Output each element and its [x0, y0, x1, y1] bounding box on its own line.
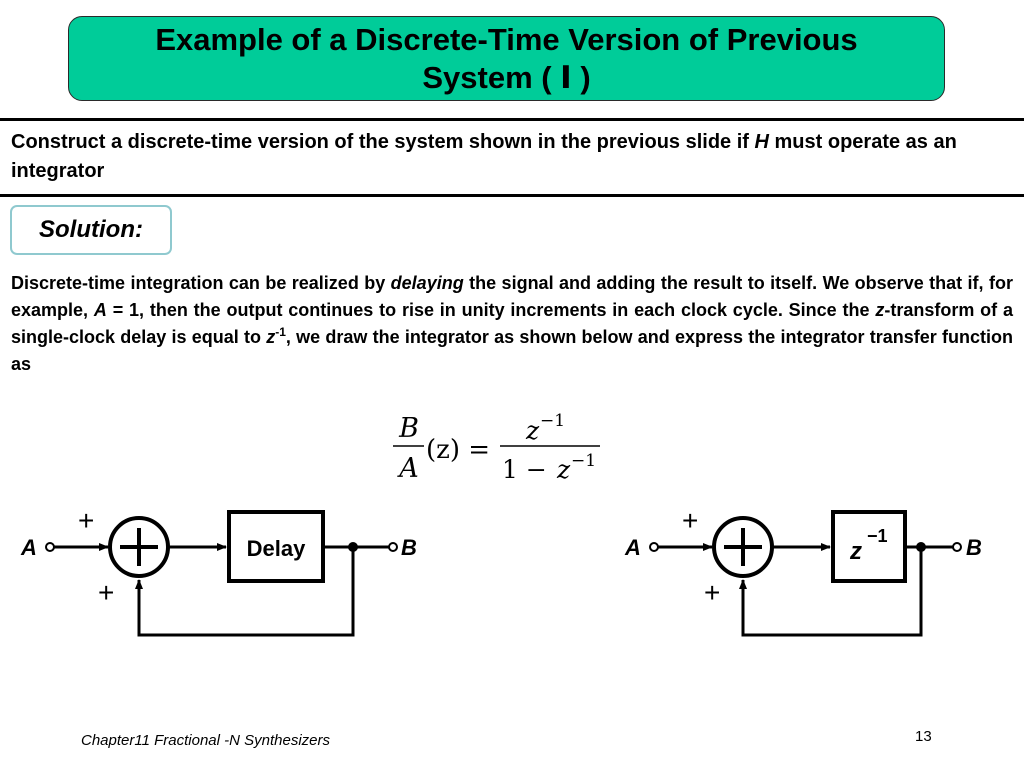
para-text-4: -transform of a single-clock delay is equal to [11, 300, 1013, 347]
output-label: B [966, 535, 982, 560]
integrator-diagram-delay [12, 500, 432, 645]
delay-block-label: Delay [246, 536, 306, 561]
solution-label-box [10, 205, 172, 255]
task-text-2: must operate as an integrator [11, 131, 957, 182]
input-label: A [625, 535, 641, 560]
para-text-1: Discrete-time integration can be realized by [11, 273, 391, 293]
solution-paragraph [11, 270, 1013, 378]
z-inverse-exponent: −1 [867, 526, 888, 546]
output-label: B [401, 535, 417, 560]
input-terminal [46, 543, 54, 551]
para-text-3: = 1, then the output continues to rise in unity increments in each clock cycle. Since the [106, 300, 876, 320]
para-var-a: A [93, 300, 107, 320]
z-inverse-base: z [850, 538, 862, 565]
output-terminal [953, 543, 961, 551]
integrator-diagram-z-inverse [616, 500, 1024, 645]
plus-sign-top: + [682, 505, 699, 536]
task-text-1: Construct a discrete-time version of the system shown in the previous slide if [11, 131, 755, 153]
bottom-divider [0, 194, 1024, 197]
transfer-function-equation [388, 410, 618, 490]
task-statement [11, 128, 1016, 186]
eq-rhs-numerator-base: z [526, 416, 540, 445]
eq-lhs-numerator: B [399, 413, 419, 444]
input-label: A [21, 535, 37, 560]
z-inverse-block [833, 512, 905, 581]
slide-title: Example of a Discrete-Time Version of Previous System ( Ⅰ ) [155, 21, 858, 95]
eq-rhs-numerator-exp: −1 [540, 411, 566, 431]
para-superscript: -1 [275, 325, 286, 339]
solution-label: Solution: [39, 216, 143, 243]
para-emphasis-delaying: delaying [390, 273, 464, 293]
para-var-z-delay: z [266, 327, 276, 347]
slide-title-box [68, 16, 945, 101]
para-var-z: z [875, 300, 885, 320]
plus-sign-top: + [78, 505, 95, 536]
plus-sign-bottom: + [98, 577, 115, 608]
page-number: 13 [915, 728, 932, 745]
input-terminal [650, 543, 658, 551]
eq-lhs-argument: (z) = [426, 435, 491, 465]
top-divider [0, 118, 1024, 121]
eq-rhs-denominator-exp: −1 [571, 451, 597, 471]
para-text-5: , we draw the integrator as shown below and express the integrator transfer function as [11, 327, 1013, 374]
eq-rhs-denominator-prefix: 1 − [502, 455, 547, 484]
footer-chapter: Chapter11 Fractional -N Synthesizers [81, 732, 330, 749]
task-variable: H [754, 131, 769, 153]
plus-sign-bottom: + [704, 577, 721, 608]
para-text-2: the signal and adding the result to itself. We observe that if, for example, [11, 273, 1013, 320]
output-terminal [389, 543, 397, 551]
eq-rhs-denominator-base: z [557, 455, 571, 484]
eq-lhs-denominator: A [399, 453, 419, 484]
